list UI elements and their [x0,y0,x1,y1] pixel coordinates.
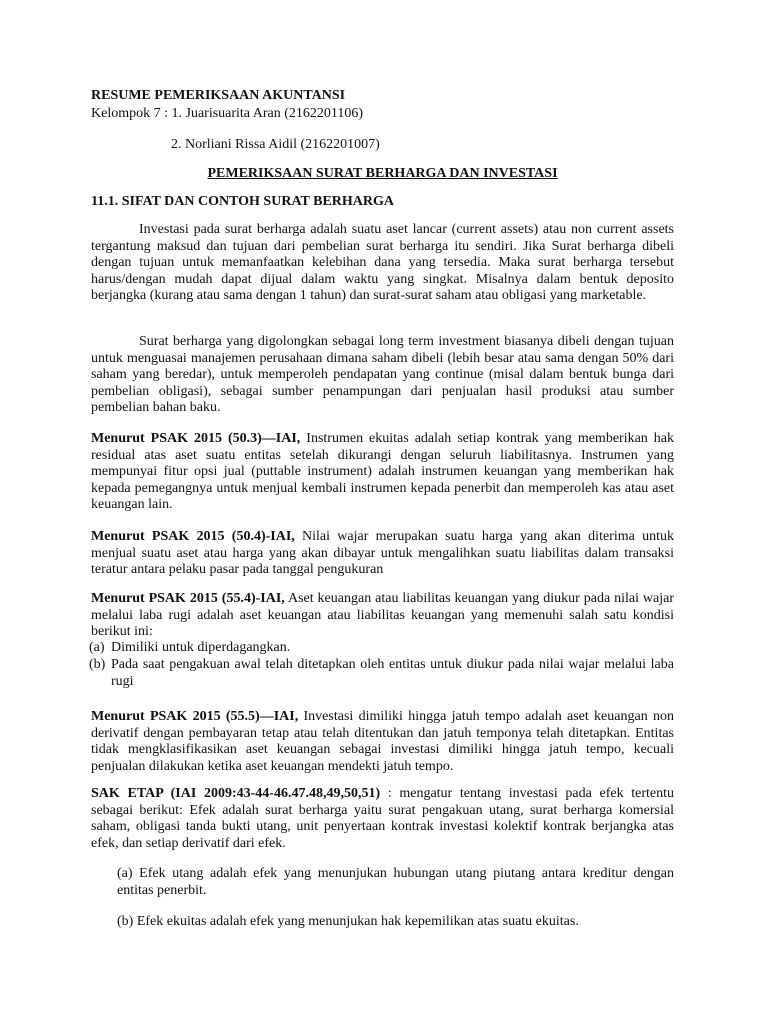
psak-50-3-paragraph [91,431,674,514]
document-title: RESUME PEMERIKSAAN AKUNTANSI [91,88,346,103]
psak-50-4-paragraph [91,529,674,579]
psak-55-5-heading: Menurut PSAK 2015 (55.5)—IAI, [91,709,299,724]
psak-50-4-body: Nilai wajar merupakan suatu harga yang akan diterima untuk menjual suatu aset atau harga yang akan dibayar untuk mengalihkan suatu liabilitas dalam transaksi teratur antara pelaku pasar pada tanggal pengukuran [91,529,674,577]
item-text: Pada saat pengakuan awal telah ditetapkan oleh entitas untuk diukur pada nilai wajar melalui laba rugi [111,657,674,689]
psak-55-4-paragraph [91,591,674,641]
item-marker: (a) [89,640,105,655]
sak-etap-item-a: (a) Efek utang adalah efek yang menunjukan hubungan utang piutang antara kreditur dengan entitas penerbit. [117,866,674,898]
psak-55-4-item-a [89,640,674,657]
item-text: Dimiliki untuk diperdagangkan. [111,640,291,655]
group-member-line-1: Kelompok 7 : 1. Juarisuarita Aran (2162201106) [91,106,364,121]
psak-55-5-paragraph [91,709,674,775]
paragraph-1: Investasi pada surat berharga adalah suatu aset lancar (current assets) atau non current assets tergantung maksud dan tujuan dari pembelian surat berharga itu sendiri. Jika Surat berharga dibeli dengan tujuan untuk memanfaatkan kelebihan dana yang tersedia. Maka surat berharga tersebut harus/dengan mudah dapat dijual dalam waktu yang singkat. Misalnya dalam bentuk deposito berjangka (kurang atau sama dengan 1 tahun) dan surat-surat saham atau obligasi yang marketable. [91,222,674,303]
sak-etap-item-b: (b) Efek ekuitas adalah efek yang menunjukan hak kepemilikan atas suatu ekuitas. [117,914,579,929]
sak-etap-heading: SAK ETAP (IAI 2009:43-44-46.47.48,49,50,51) [91,786,381,801]
psak-55-5-body: Investasi dimiliki hingga jatuh tempo adalah aset keuangan non derivatif dengan pembayaran tetap atau telah ditentukan dan jatuh temponya telah ditetapkan. Entitas tidak mengklasifikasikan aset keuangan sebagai investasi dimiliki hingga jatuh tempo, kecuali penjualan dilakukan ketika aset keuangan mendekti jatuh tempo. [91,709,674,774]
psak-50-3-heading: Menurut PSAK 2015 (50.3)—IAI, [91,431,301,446]
group-member-line-2: 2. Norliani Rissa Aidil (2162201007) [171,137,380,152]
psak-50-4-heading: Menurut PSAK 2015 (50.4)-IAI, [91,529,295,544]
item-marker: (b) [89,657,106,672]
psak-50-3-body: Instrumen ekuitas adalah setiap kontrak yang memberikan hak residual atas aset suatu entitas setelah dikurangi dengan seluruh liabilitasnya. Instrumen yang mempunyai fitur opsi jual (puttable instrument) adalah instrumen keuangan yang memberikan hak kepada pemegangnya untuk menjual kembali instrumen kepada penerbit dan memperoleh kas atau aset keuangan lain. [91,431,674,512]
sak-etap-paragraph [91,786,674,852]
subsection-title: 11.1. SIFAT DAN CONTOH SURAT BERHARGA [91,194,394,209]
psak-55-4-heading: Menurut PSAK 2015 (55.4)-IAI, [91,591,285,606]
psak-55-4-body: Aset keuangan atau liabilitas keuangan yang diukur pada nilai wajar melalui laba rugi adalah aset keuangan atau liabilitas keuangan yang memenuhi salah satu kondisi berikut ini: [91,591,674,639]
paragraph-2: Surat berharga yang digolongkan sebagai long term investment biasanya dibeli dengan tujuan untuk menguasai manajemen perusahaan dimana saham dibeli (lebih besar atau sama dengan 50% dari saham yang beredar), untuk memperoleh pendapatan yang continue (misal dalam bentuk bunga dari pembelian obligasi), sebagai sumber penampungan dari penjualan hasil produksi atau sumber pembelian bahan baku. [91,334,674,415]
section-title: PEMERIKSAAN SURAT BERHARGA DAN INVESTASI [207,166,558,181]
sak-etap-body: : mengatur tentang investasi pada efek tertentu sebagai berikut: Efek adalah surat berharga yaitu surat pengakuan utang, surat berharga komersial saham, obligasi tanda bukti utang, unit penyertaan kontrak investasi kolektif kontrak berjangka atas efek, dan setiap derivatif dari efek. [91,786,674,851]
psak-55-4-item-b [89,657,674,690]
